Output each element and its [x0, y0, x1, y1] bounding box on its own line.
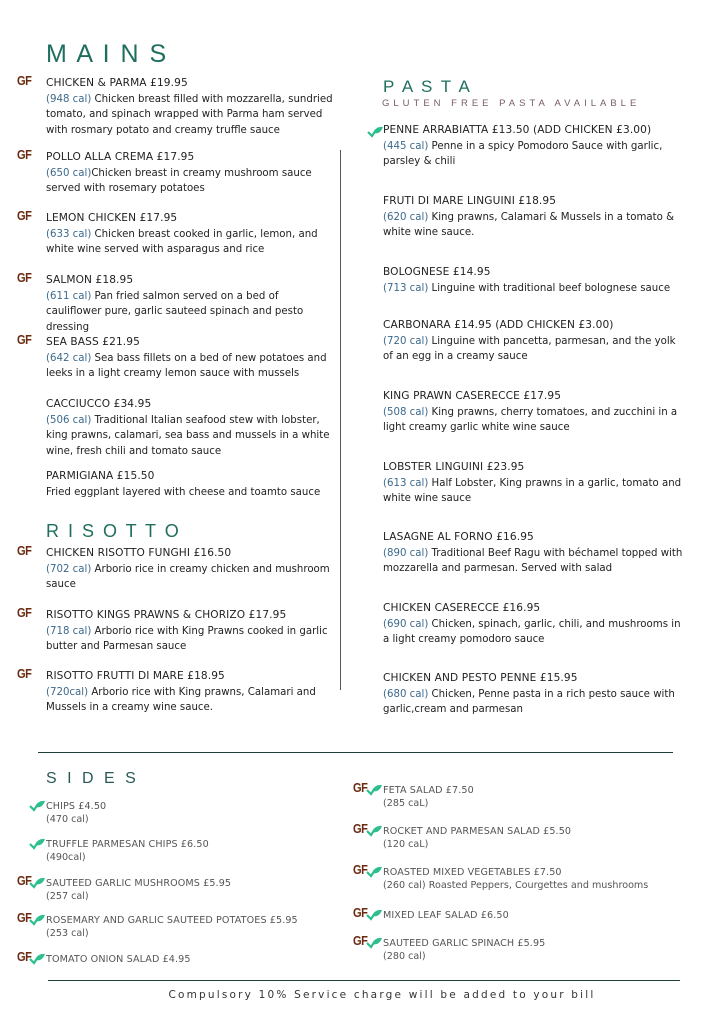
side-item	[46, 800, 366, 826]
footer-divider	[48, 980, 680, 981]
description-text: Linguine with traditional beef bolognese sauce	[428, 282, 671, 294]
description-text: Arborio rice in creamy chicken and mushroom sauce	[46, 563, 330, 590]
item-description	[46, 413, 336, 460]
item-description	[383, 687, 683, 718]
side-item	[383, 909, 703, 922]
calories: (720cal)	[46, 686, 89, 698]
side-name: SAUTEED GARLIC MUSHROOMS £5.95	[46, 878, 232, 889]
calories: (633 cal)	[46, 228, 92, 240]
description-text: Half Lobster, King prawns in a garlic, tomato and white wine sauce	[383, 477, 682, 504]
menu-item	[383, 530, 683, 577]
service-charge-note: Compulsory 10% Service charge will be added to your bill	[168, 989, 596, 1001]
vegetarian-leaf-icon	[29, 797, 45, 809]
vegetarian-leaf-icon	[29, 950, 45, 962]
vegetarian-leaf-icon	[367, 123, 383, 135]
item-description	[46, 166, 336, 197]
menu-item	[383, 265, 683, 296]
menu-item	[46, 335, 336, 382]
pasta-title: P A S T A	[383, 77, 472, 96]
gf-badge: GF	[17, 332, 32, 347]
side-name: CHIPS £4.50	[46, 801, 107, 812]
calories: (713 cal)	[383, 282, 429, 294]
item-description	[383, 405, 683, 436]
item-description	[46, 485, 336, 501]
description-text: Penne in a spicy Pomodoro Sauce with garlic, parsley & chili	[383, 140, 663, 167]
column-divider	[340, 150, 341, 690]
item-name: CHICKEN CASERECCE £16.95	[383, 602, 541, 614]
side-description: (260 cal) Roasted Peppers, Courgettes and mushrooms	[383, 880, 649, 891]
vegetarian-leaf-icon	[366, 906, 382, 918]
item-name: CACCIUCCO £34.95	[46, 398, 152, 410]
item-description	[383, 139, 683, 170]
item-name: SEA BASS £21.95	[46, 336, 140, 348]
item-name: LASAGNE AL FORNO £16.95	[383, 531, 534, 543]
description-text: Traditional Italian seafood stew with lobster, king prawns, calamari, sea bass and mussels in a white wine, fresh chili and tomato sauce	[46, 414, 330, 457]
side-description: (257 cal)	[46, 891, 89, 902]
gf-badge: GF	[353, 780, 368, 795]
calories: (702 cal)	[46, 563, 92, 575]
vegetarian-leaf-icon	[366, 934, 382, 946]
side-item	[383, 825, 703, 851]
menu-item	[46, 669, 336, 716]
side-description: (285 caL)	[383, 798, 429, 809]
item-name: RISOTTO KINGS PRAWNS & CHORIZO £17.95	[46, 609, 287, 621]
calories: (508 cal)	[383, 406, 429, 418]
side-item	[46, 877, 366, 903]
side-item	[46, 953, 366, 966]
gf-badge: GF	[17, 666, 32, 681]
item-name: PENNE ARRABIATTA £13.50 (ADD CHICKEN £3.00)	[383, 124, 652, 136]
vegetarian-leaf-icon	[366, 863, 382, 875]
gf-badge: GF	[17, 543, 32, 558]
description-text: Arborio rice with King prawns, Calamari and Mussels in a creamy wine sauce.	[46, 686, 316, 713]
menu-item	[46, 608, 336, 655]
side-description: (120 caL)	[383, 839, 429, 850]
item-name: CHICKEN AND PESTO PENNE £15.95	[383, 672, 578, 684]
side-item	[46, 914, 366, 940]
item-name: CHICKEN & PARMA £19.95	[46, 77, 188, 89]
item-description	[46, 227, 336, 258]
calories: (613 cal)	[383, 477, 429, 489]
item-description	[383, 281, 683, 297]
vegetarian-leaf-icon	[366, 781, 382, 793]
calories: (948 cal)	[46, 93, 92, 105]
item-description	[46, 351, 336, 382]
side-name: ROSEMARY AND GARLIC SAUTEED POTATOES £5.95	[46, 915, 298, 926]
item-name: PARMIGIANA £15.50	[46, 470, 155, 482]
item-description	[383, 476, 683, 507]
item-description	[46, 92, 336, 139]
item-description	[46, 624, 336, 655]
description-text: Chicken breast filled with mozzarella, sundried tomato, and spinach wrapped with Parma ham served with rosmary potato and creamy truffle sauce	[46, 93, 333, 136]
side-name: SAUTEED GARLIC SPINACH £5.95	[383, 938, 546, 949]
gf-badge: GF	[17, 910, 32, 925]
description-text: Chicken, Penne pasta in a rich pesto sauce with garlic,cream and parmesan	[383, 688, 675, 715]
item-name: POLLO ALLA CREMA £17.95	[46, 151, 195, 163]
description-text: Sea bass fillets on a bed of new potatoes and leeks in a light creamy lemon sauce with mussels	[46, 352, 327, 379]
item-name: SALMON £18.95	[46, 274, 134, 286]
item-name: FRUTI DI MARE LINGUINI £18.95	[383, 195, 557, 207]
menu-item	[383, 123, 683, 170]
description-text: Pan fried salmon served on a bed of cauliflower pure, garlic sauteed spinach and pesto dressing	[46, 290, 304, 333]
side-item	[383, 866, 703, 892]
menu-item	[46, 211, 336, 258]
item-name: LOBSTER LINGUINI £23.95	[383, 461, 525, 473]
vegetarian-leaf-icon	[29, 911, 45, 923]
item-name: CARBONARA £14.95 (ADD CHICKEN £3.00)	[383, 319, 614, 331]
sides-title: S I D E S	[46, 770, 139, 787]
mains-title: M A I N S	[46, 40, 169, 68]
gf-badge: GF	[353, 862, 368, 877]
description-text: Linguine with pancetta, parmesan, and the yolk of an egg in a creamy sauce	[383, 335, 676, 362]
item-name: KING PRAWN CASERECCE £17.95	[383, 390, 562, 402]
pasta-subtitle: GLUTEN FREE PASTA AVAILABLE	[382, 98, 641, 109]
calories: (890 cal)	[383, 547, 429, 559]
calories: (720 cal)	[383, 335, 429, 347]
side-item	[383, 937, 703, 963]
gf-badge: GF	[17, 208, 32, 223]
item-description	[383, 334, 683, 365]
description-text: King prawns, Calamari & Mussels in a tomato & white wine sauce.	[383, 211, 675, 238]
calories: (642 cal)	[46, 352, 92, 364]
description-text: Fried eggplant layered with cheese and toamto sauce	[46, 486, 321, 498]
item-name: BOLOGNESE £14.95	[383, 266, 491, 278]
menu-item	[46, 546, 336, 593]
side-name: TOMATO ONION SALAD £4.95	[46, 954, 191, 965]
gf-badge: GF	[17, 949, 32, 964]
side-description: (280 cal)	[383, 951, 426, 962]
calories: (680 cal)	[383, 688, 429, 700]
menu-item	[46, 150, 336, 197]
calories: (620 cal)	[383, 211, 429, 223]
calories: (506 cal)	[46, 414, 92, 426]
item-description	[383, 210, 683, 241]
description-text: Chicken breast cooked in garlic, lemon, and white wine served with asparagus and rice	[46, 228, 318, 255]
gf-badge: GF	[353, 821, 368, 836]
gf-badge: GF	[353, 933, 368, 948]
calories: (690 cal)	[383, 618, 429, 630]
side-name: TRUFFLE PARMESAN CHIPS £6.50	[46, 839, 209, 850]
gf-badge: GF	[17, 270, 32, 285]
description-text: Chicken breast in creamy mushroom sauce served with rosemary potatoes	[46, 167, 312, 194]
menu-item	[46, 397, 336, 459]
item-name: LEMON CHICKEN £17.95	[46, 212, 178, 224]
side-name: ROCKET AND PARMESAN SALAD £5.50	[383, 826, 572, 837]
item-description	[383, 617, 683, 648]
menu-item	[383, 318, 683, 365]
calories: (445 cal)	[383, 140, 429, 152]
menu-item	[383, 460, 683, 507]
vegetarian-leaf-icon	[366, 822, 382, 834]
side-name: FETA SALAD £7.50	[383, 785, 474, 796]
item-description	[46, 289, 336, 336]
gf-badge: GF	[353, 905, 368, 920]
menu-item	[383, 194, 683, 241]
gf-badge: GF	[17, 605, 32, 620]
gf-badge: GF	[17, 73, 32, 88]
side-description: (470 cal)	[46, 814, 89, 825]
item-description	[46, 685, 336, 716]
vegetarian-leaf-icon	[29, 835, 45, 847]
item-name: RISOTTO FRUTTI DI MARE £18.95	[46, 670, 225, 682]
item-description	[383, 546, 683, 577]
description-text: Traditional Beef Ragu with béchamel topped with mozzarella and parmesan. Served with salad	[383, 547, 683, 574]
section-divider	[38, 752, 673, 753]
side-description: (253 cal)	[46, 928, 89, 939]
menu-item	[46, 76, 336, 138]
gf-badge: GF	[17, 873, 32, 888]
side-description: (490cal)	[46, 852, 86, 863]
side-item	[46, 838, 366, 864]
menu-item	[46, 469, 336, 500]
side-name: ROASTED MIXED VEGETABLES £7.50	[383, 867, 562, 878]
item-name: CHICKEN RISOTTO FUNGHI £16.50	[46, 547, 232, 559]
description-text: King prawns, cherry tomatoes, and zucchini in a light creamy garlic white wine sauce	[383, 406, 678, 433]
side-item	[383, 784, 703, 810]
calories: (718 cal)	[46, 625, 92, 637]
risotto-title: R I S O T T O	[46, 521, 181, 541]
menu-item	[383, 389, 683, 436]
menu-item	[46, 273, 336, 335]
menu-item	[383, 601, 683, 648]
vegetarian-leaf-icon	[29, 874, 45, 886]
calories: (611 cal)	[46, 290, 92, 302]
item-description	[46, 562, 336, 593]
description-text: Arborio rice with King Prawns cooked in garlic butter and Parmesan sauce	[46, 625, 328, 652]
side-name: MIXED LEAF SALAD £6.50	[383, 910, 509, 921]
gf-badge: GF	[17, 147, 32, 162]
menu-item	[383, 671, 683, 718]
calories: (650 cal)	[46, 167, 92, 179]
description-text: Chicken, spinach, garlic, chili, and mushrooms in a light creamy pomodoro sauce	[383, 618, 681, 645]
